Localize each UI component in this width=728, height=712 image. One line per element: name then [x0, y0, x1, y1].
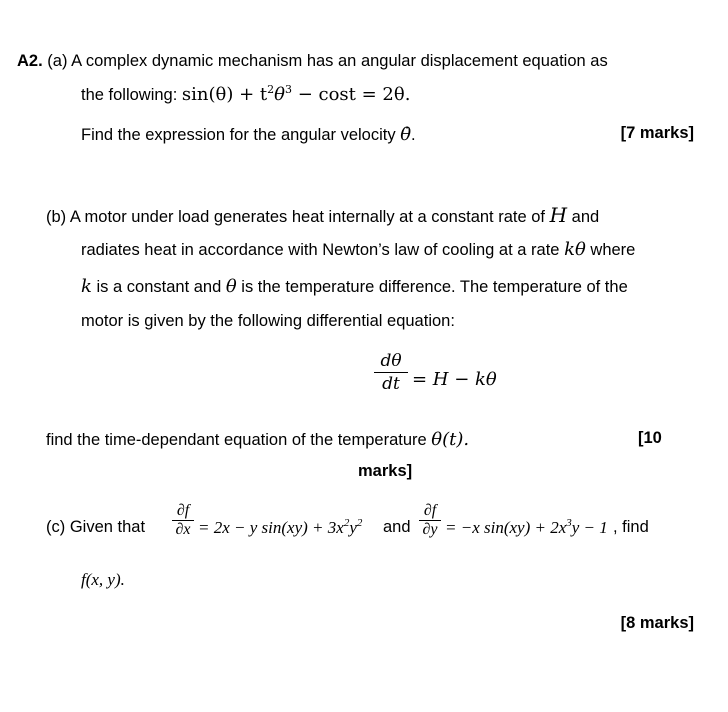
df-dy-rhs: = −x $\sin(xy) + 2x^3y - 1$: [445, 517, 608, 537]
df-dx-fraction: [172, 502, 194, 539]
part-b-line1-pre: A motor under load generates heat internally at a constant rate of: [69, 208, 545, 226]
part-a-line2-prefix: the following:: [81, 86, 178, 104]
df-dy-denominator: ∂y: [422, 521, 438, 538]
part-b-marks-1: [10: [638, 429, 662, 447]
part-b-find-text: find the time-dependant equation of the temperature: [46, 431, 427, 449]
df-dx-numerator: ∂f: [176, 502, 190, 519]
df-dy-fraction: [419, 502, 441, 539]
part-a-label: (a): [47, 52, 68, 70]
part-b-find: [46, 429, 469, 450]
symbol-k-theta: kθ: [564, 239, 586, 260]
part-b-line2: [81, 239, 635, 260]
symbol-k: k: [81, 276, 92, 297]
part-a-line1: [17, 52, 608, 71]
part-b-line3-mid: is a constant and: [96, 278, 222, 296]
part-b-label: (b): [46, 208, 67, 226]
df-dy-numerator: ∂f: [423, 502, 437, 519]
part-b-line1-post: and: [571, 208, 600, 226]
part-a-line3-text: Find the expression for the angular velocity: [81, 126, 396, 144]
theta-of-t: θ(t).: [431, 429, 470, 450]
part-c-label: (c) Given that: [46, 518, 146, 536]
theta-dot: θ̇: [400, 124, 412, 145]
part-b-line3: [81, 276, 628, 297]
part-a-text-1: A complex dynamic mechanism has an angular displacement equation as: [71, 52, 608, 70]
fraction-denominator: dt: [382, 374, 400, 394]
question-id: A2.: [17, 52, 43, 70]
dtheta-dt-fraction: [374, 352, 408, 393]
df-dx-rhs: = 2x − y $\sin(xy) + 3x^2y^2$: [198, 517, 363, 537]
theta-dot-period: .: [411, 126, 416, 144]
part-c-answer: f(x, y).: [81, 570, 125, 589]
df-dx-denominator: ∂x: [175, 521, 191, 538]
part-a-line2: [81, 84, 410, 105]
fraction-numerator: dθ: [380, 351, 402, 371]
symbol-theta: θ: [225, 276, 237, 297]
part-a-marks: [7 marks]: [620, 124, 694, 142]
part-b-line1: [46, 203, 599, 227]
part-b-line3-post: is the temperature difference. The temperature of the: [241, 278, 628, 296]
differential-equation-rhs: = H − kθ: [412, 369, 497, 390]
part-c-marks: [8 marks]: [620, 614, 694, 632]
part-b-line2-post: where: [590, 241, 636, 259]
part-b-line2-pre: radiates heat in accordance with Newton’s law of cooling at a rate: [81, 241, 560, 259]
fraction-bar: [374, 372, 408, 373]
symbol-H: H: [549, 203, 568, 227]
part-a-line3: [81, 124, 416, 145]
part-b-line4: motor is given by the following differential equation:: [81, 312, 455, 330]
part-c-and: and: [383, 518, 411, 536]
part-b-marks-2: marks]: [358, 462, 413, 480]
angular-displacement-equation: $\sin(\theta) + t^2\theta^3 - \cos t = 2\theta$.: [181, 83, 411, 105]
part-c-find: , find: [613, 518, 649, 536]
